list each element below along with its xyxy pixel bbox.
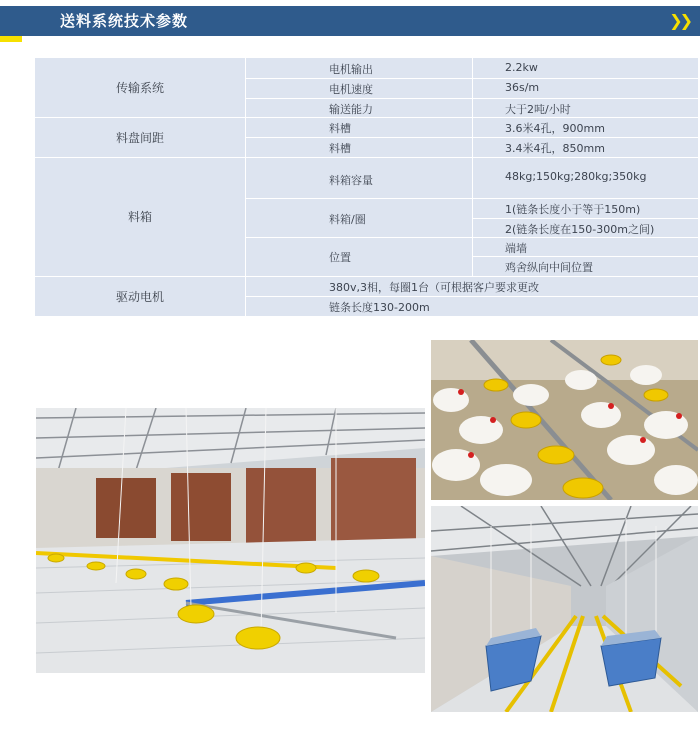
param-label: 料槽 — [329, 122, 351, 135]
row-divider — [245, 296, 698, 297]
param-label: 电机输出 — [329, 63, 373, 76]
param-label: 料槽 — [329, 142, 351, 155]
param-label: 料箱容量 — [329, 174, 373, 187]
photo-chickens-feeding — [431, 340, 698, 500]
param-value: 3.4米4孔，850mm — [505, 142, 605, 155]
param-value: 2.2kw — [505, 61, 538, 74]
double-chevron-right-icon: ❯❯ — [669, 11, 690, 30]
row-divider — [472, 218, 698, 219]
param-value: 2(链条长度在150-300m之间) — [505, 223, 655, 236]
category-drive-motor: 驱动电机 — [115, 289, 164, 304]
param-label: 电机速度 — [329, 83, 373, 96]
col-divider — [472, 58, 473, 276]
param-label: 输送能力 — [329, 103, 373, 116]
param-label: 料箱/圈 — [329, 213, 366, 226]
param-value: 48kg;150kg;280kg;350kg — [505, 170, 647, 183]
row-divider — [472, 256, 698, 257]
param-value: 鸡舍纵向中间位置 — [505, 261, 593, 274]
photo-feed-hoppers — [431, 506, 698, 712]
category-transmission: 传输系统 — [115, 81, 164, 95]
spec-table — [35, 58, 698, 316]
category-pan-spacing: 料盘间距 — [115, 130, 164, 145]
param-value: 1(链条长度小于等于150m) — [505, 203, 641, 216]
param-label: 位置 — [329, 251, 351, 264]
param-value: 3.6米4孔，900mm — [505, 122, 605, 135]
section-title: 送料系统技术参数 — [60, 12, 189, 30]
col-divider — [245, 58, 246, 316]
param-value: 36s/m — [505, 81, 540, 94]
param-value: 端墙 — [505, 242, 527, 255]
param-value: 链条长度130-200m — [329, 301, 430, 314]
param-value: 380v,3相，每圈1台（可根据客户要求更改 — [329, 281, 539, 294]
photo-pan-feeder-house — [36, 408, 425, 673]
category-hopper: 料箱 — [127, 210, 152, 224]
param-value: 大于2吨/小时 — [505, 103, 571, 116]
